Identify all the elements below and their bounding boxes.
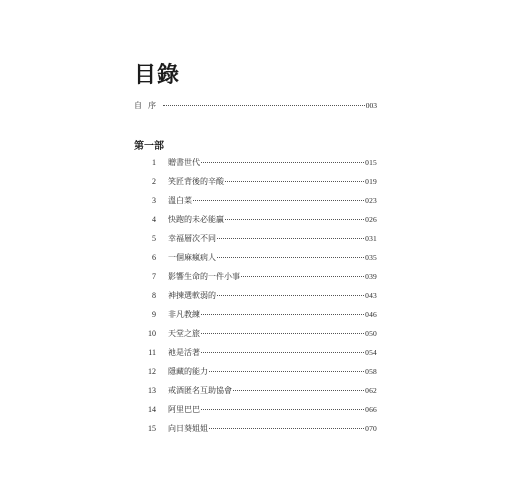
toc-chapter-row xyxy=(134,384,377,398)
page-number: 070 xyxy=(365,424,377,433)
chapter-title: 阿里巴巴 xyxy=(168,405,200,414)
chapter-number: 4 xyxy=(152,215,156,224)
toc-chapter-row xyxy=(134,365,377,379)
dot-leader xyxy=(217,257,364,258)
toc-chapter-row xyxy=(134,270,377,284)
dot-leader xyxy=(201,352,364,353)
dot-leader xyxy=(201,314,364,315)
chapter-title: 非凡教練 xyxy=(168,310,200,319)
chapter-title: 一個麻瘋病人 xyxy=(168,253,216,262)
chapter-title: 快跑的未必能贏 xyxy=(168,215,224,224)
toc-chapter-row xyxy=(134,403,377,417)
dot-leader xyxy=(217,295,364,296)
page-number: 003 xyxy=(365,101,377,110)
page-number: 031 xyxy=(365,234,377,243)
dot-leader xyxy=(201,333,364,334)
dot-leader xyxy=(217,238,364,239)
chapter-number: 15 xyxy=(148,424,156,433)
toc-chapter-row xyxy=(134,232,377,246)
chapter-title: 天堂之旅 xyxy=(168,329,200,338)
preface-label: 自序 xyxy=(134,101,162,110)
page-number: 046 xyxy=(365,310,377,319)
toc-chapter-row xyxy=(134,156,377,170)
dot-leader xyxy=(163,105,365,106)
toc-chapter-row xyxy=(134,422,377,436)
page-number: 066 xyxy=(365,405,377,414)
chapter-title: 幸福層次不同 xyxy=(168,234,216,243)
dot-leader xyxy=(241,276,364,277)
chapter-number: 3 xyxy=(152,196,156,205)
toc-chapter-row xyxy=(134,175,377,189)
chapter-number: 2 xyxy=(152,177,156,186)
dot-leader xyxy=(201,409,364,410)
toc-chapter-row xyxy=(134,213,377,227)
chapter-title: 笑匠背後的辛酸 xyxy=(168,177,224,186)
page-number: 058 xyxy=(365,367,377,376)
page-title: 目錄 xyxy=(134,62,181,88)
chapter-number: 7 xyxy=(152,272,156,281)
page-number: 043 xyxy=(365,291,377,300)
chapter-title: 影響生命的一件小事 xyxy=(168,272,240,281)
toc-chapter-row xyxy=(134,308,377,322)
page-number: 054 xyxy=(365,348,377,357)
chapter-number: 6 xyxy=(152,253,156,262)
chapter-number: 1 xyxy=(152,158,156,167)
page-number: 023 xyxy=(365,196,377,205)
chapter-title: 神揀選軟弱的 xyxy=(168,291,216,300)
toc-chapter-row xyxy=(134,251,377,265)
chapter-number: 12 xyxy=(148,367,156,376)
page-number: 035 xyxy=(365,253,377,262)
toc-preface-row xyxy=(134,99,377,113)
page-number: 062 xyxy=(365,386,377,395)
dot-leader xyxy=(233,390,364,391)
chapter-number: 14 xyxy=(148,405,156,414)
page-number: 039 xyxy=(365,272,377,281)
chapter-number: 9 xyxy=(152,310,156,319)
chapter-title: 向日葵姐姐 xyxy=(168,424,208,433)
dot-leader xyxy=(193,200,364,201)
chapter-number: 11 xyxy=(148,348,156,357)
dot-leader xyxy=(225,181,364,182)
chapter-title: 溫白菜 xyxy=(168,196,192,205)
toc-chapter-row xyxy=(134,289,377,303)
chapter-title: 戒酒匿名互助協會 xyxy=(168,386,232,395)
chapter-title: 隱藏的能力 xyxy=(168,367,208,376)
chapter-title: 祂是活著 xyxy=(168,348,200,357)
page-number: 050 xyxy=(365,329,377,338)
toc-chapter-row xyxy=(134,346,377,360)
dot-leader xyxy=(225,219,364,220)
toc-chapter-row xyxy=(134,327,377,341)
chapter-number: 5 xyxy=(152,234,156,243)
chapter-number: 10 xyxy=(148,329,156,338)
dot-leader xyxy=(209,371,364,372)
dot-leader xyxy=(201,162,364,163)
chapter-title: 贈書世代 xyxy=(168,158,200,167)
chapter-number: 13 xyxy=(148,386,156,395)
part-heading: 第一部 xyxy=(134,141,164,152)
page-number: 019 xyxy=(365,177,377,186)
dot-leader xyxy=(209,428,364,429)
toc-chapter-row xyxy=(134,194,377,208)
page-number: 015 xyxy=(365,158,377,167)
page-number: 026 xyxy=(365,215,377,224)
chapter-number: 8 xyxy=(152,291,156,300)
